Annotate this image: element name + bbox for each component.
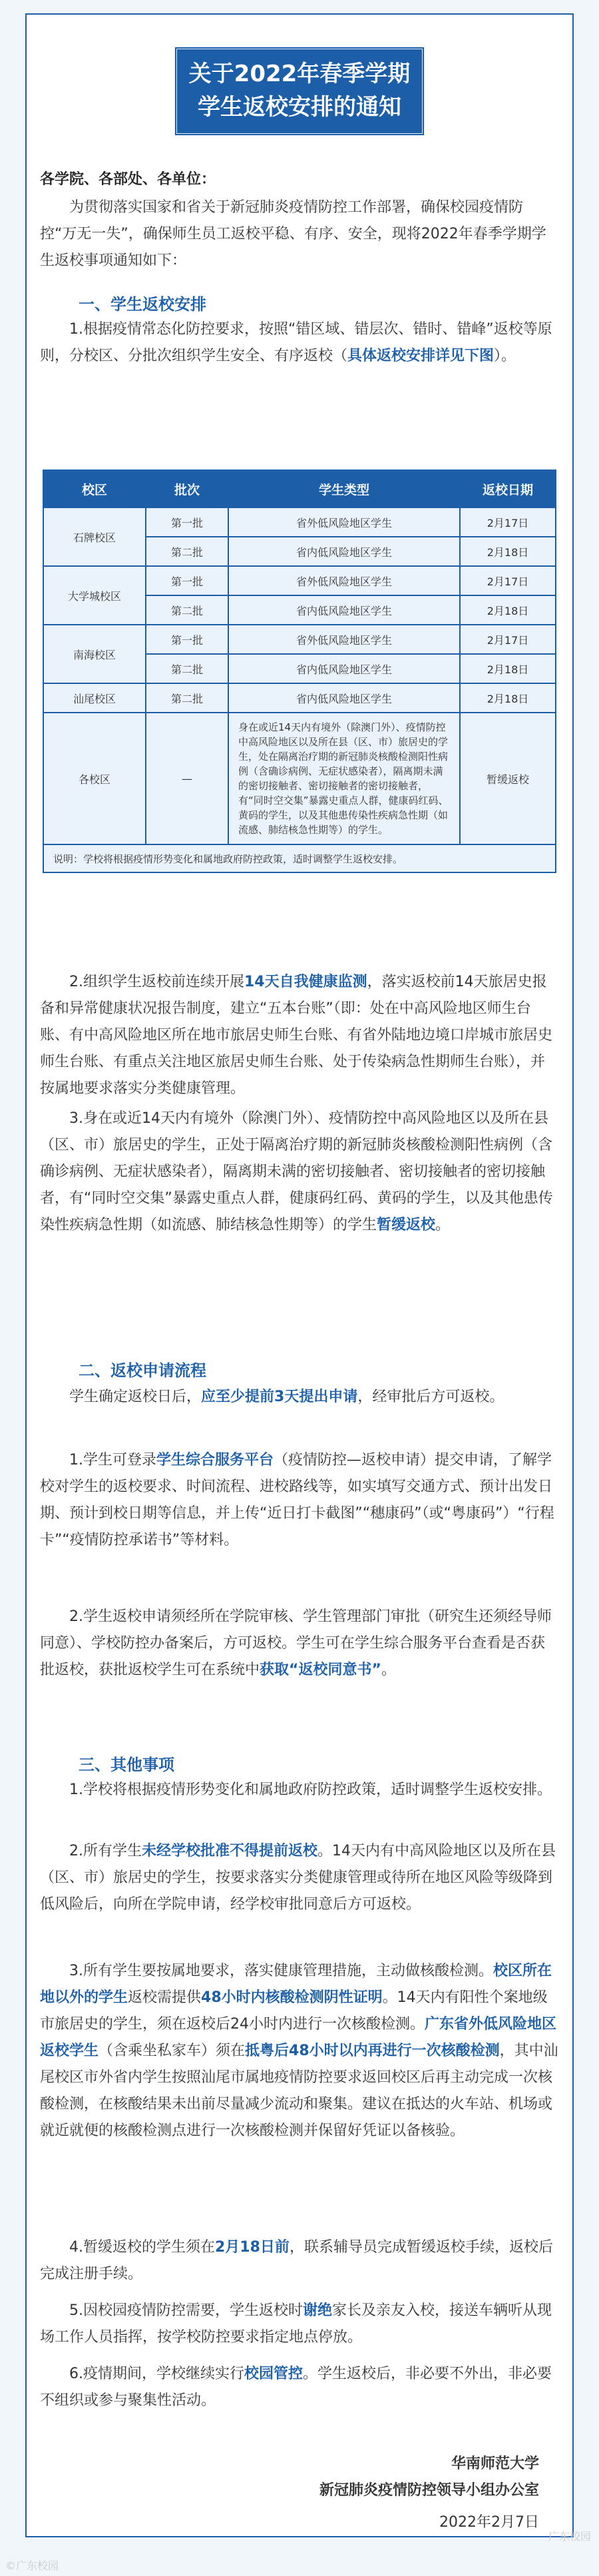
signature-block bbox=[319, 2451, 539, 2504]
signature-university: 华南师范大学 bbox=[451, 2455, 539, 2472]
table-note-row bbox=[43, 844, 556, 872]
batch-cell: 第二批 bbox=[146, 654, 228, 683]
type-cell: 省外低风险地区学生 bbox=[228, 507, 460, 537]
document-frame bbox=[25, 13, 574, 2537]
section2-paragraph-2: 2.学生返校申请须经所在学院审核、学生管理部门审批（研究生还须经导师同意）、学校防控办备案后，方可返校。学生可在学生综合服务平台查看是否获批返校，获批返校学生可在系统中获取“返校同意书”。 bbox=[40, 1608, 552, 1678]
section2-paragraph-0: 学生确定返校日后，应至少提前3天提出申请，经审批后方可返校。 bbox=[69, 1389, 504, 1405]
table-row bbox=[43, 625, 556, 654]
batch-cell: 第一批 bbox=[146, 566, 228, 595]
table-row-special bbox=[43, 713, 556, 844]
return-schedule-table bbox=[43, 470, 556, 873]
service-platform-link[interactable]: 学生综合服务平台 bbox=[156, 1452, 274, 1468]
batch-cell: 第一批 bbox=[146, 625, 228, 654]
type-cell: 省内低风险地区学生 bbox=[228, 595, 460, 625]
salutation: 各学院、各部处、各单位： bbox=[40, 171, 216, 188]
type-cell: 省外低风险地区学生 bbox=[228, 625, 460, 654]
header-campus: 校区 bbox=[43, 470, 146, 507]
date-cell: 2月17日 bbox=[460, 507, 556, 537]
schedule-link[interactable]: 具体返校安排详见下图 bbox=[347, 348, 495, 364]
section3-heading: 三、其他事项 bbox=[79, 1756, 174, 1774]
batch-cell: 第二批 bbox=[146, 595, 228, 625]
type-cell: 省内低风险地区学生 bbox=[228, 537, 460, 566]
section3-paragraph-6: 6.疫情期间，学校继续实行校园管控。学生返校后，非必要不外出，非必要不组织或参与聚集性活动。 bbox=[40, 2366, 552, 2409]
campus-cell: 各校区 bbox=[43, 713, 146, 844]
signature-office: 新冠肺炎疫情防控领导小组办公室 bbox=[319, 2482, 539, 2499]
signature-date: 2022年2月7日 bbox=[439, 2514, 539, 2531]
type-cell: 省外低风险地区学生 bbox=[228, 566, 460, 595]
type-cell: 省内低风险地区学生 bbox=[228, 683, 460, 713]
intro-paragraph: 为贯彻落实国家和省关于新冠肺炎疫情防控工作部署，确保校园疫情防控“万无一失”，确保师生员工返校平稳、有序、安全，现将2022年春季学期学生返校事项通知如下： bbox=[40, 199, 546, 269]
table-row bbox=[43, 566, 556, 595]
section3-paragraph-5: 5.因校园疫情防控需要，学生返校时谢绝家长及亲友入校，接送车辆听从现场工作人员指挥，按学校防控要求指定地点停放。 bbox=[40, 2302, 552, 2346]
table-row bbox=[43, 683, 556, 713]
section3-paragraph-1: 1.学校将根据疫情形势变化和属地政府防控政策，适时调整学生返校安排。 bbox=[69, 1781, 552, 1798]
batch-cell: 第二批 bbox=[146, 683, 228, 713]
section3-paragraph-3: 3.所有学生要按属地要求，落实健康管理措施，主动做核酸检测。校区所在地以外的学生返校需提供48小时内核酸检测阴性证明。14天内有阳性个案地级市旅居史的学生，须在返校后24小时内进行一次核酸检测。广东省外低风险地区返校学生（含乘坐私家车）须在抵粤后48小时以内再进行一次核酸检测，其中汕尾校区市外省内学生按照汕尾市属地疫情防控要求返回校区后再主动完成一次核酸检测，在核酸结果未出前尽量减少流动和聚集。建议在抵达的火车站、机场或就近就便的核酸检测点进行一次核酸检测并保留好凭证以备核验。 bbox=[40, 1963, 558, 2139]
date-cell: 2月18日 bbox=[460, 683, 556, 713]
date-cell: 2月18日 bbox=[460, 595, 556, 625]
section2-heading: 二、返校申请流程 bbox=[79, 1361, 206, 1380]
campus-cell: 大学城校区 bbox=[43, 566, 146, 625]
type-cell-detail: 身在或近14天内有境外（除澳门外）、疫情防控中高风险地区以及所在县（区、市）旅居史的学生，处在隔离治疗期的新冠肺炎核酸检测阳性病例（含确诊病例、无症状感染者），隔离期未满的密切接触者、密切接触者的密切接触者，有“同时空交集”暴露史重点人群，健康码红码、黄码的学生，以及其他患传染性疾病急性期（如流感、肺结核急性期等）的学生。 bbox=[228, 713, 460, 844]
header-type: 学生类型 bbox=[228, 470, 460, 507]
type-cell: 省内低风险地区学生 bbox=[228, 654, 460, 683]
section1-paragraph-1: 1.根据疫情常态化防控要求，按照“错区域、错层次、错时、错峰”返校等原则，分校区、分批次组织学生安全、有序返校（具体返校安排详见下图）。 bbox=[40, 321, 552, 364]
title-line-1: 关于2022年春季学期 bbox=[188, 61, 411, 87]
notice-title-box bbox=[174, 47, 425, 136]
table-note: 说明：学校将根据疫情形势变化和属地政府防控政策，适时调整学生返校安排。 bbox=[43, 844, 556, 872]
date-cell: 暂缓返校 bbox=[460, 713, 556, 844]
table-header-row bbox=[43, 470, 556, 507]
watermark-left: ©广东校园 bbox=[5, 2559, 59, 2572]
campus-cell: 南海校区 bbox=[43, 625, 146, 683]
section3-paragraph-2: 2.所有学生未经学校批准不得提前返校。14天内有中高风险地区以及所在县（区、市）旅居史的学生，按要求落实分类健康管理或待所在地区风险等级降到低风险后，向所在学院申请，经学校审批同意后方可返校。 bbox=[40, 1843, 556, 1913]
header-batch: 批次 bbox=[146, 470, 228, 507]
section1-paragraph-3: 3.身在或近14天内有境外（除澳门外）、疫情防控中高风险地区以及所在县（区、市）旅居史的学生，正处于隔离治疗期的新冠肺炎核酸检测阳性病例（含确诊病例、无症状感染者），隔离期未满的密切接触者、密切接触者的密切接触者，有“同时空交集”暴露史重点人群，健康码红码、黄码的学生，以及其他患传染性疾病急性期（如流感、肺结核急性期等）的学生暂缓返校。 bbox=[40, 1110, 553, 1233]
batch-cell: — bbox=[146, 713, 228, 844]
date-cell: 2月17日 bbox=[460, 566, 556, 595]
campus-cell: 石牌校区 bbox=[43, 507, 146, 566]
date-cell: 2月17日 bbox=[460, 625, 556, 654]
section3-paragraph-4: 4.暂缓返校的学生须在2月18日前，联系辅导员完成暂缓返校手续，返校后完成注册手续。 bbox=[40, 2239, 553, 2282]
watermark-right: 广东校园 bbox=[548, 2530, 591, 2543]
date-cell: 2月18日 bbox=[460, 654, 556, 683]
section1-paragraph-2: 2.组织学生返校前连续开展14天自我健康监测，落实返校前14天旅居史报备和异常健康状况报告制度，建立“五本台账”（即：处在中高风险地区师生台账、有中高风险地区所在地市旅居史师生台账、有省外陆地边境口岸城市旅居史师生台账、有重点关注地区旅居史师生台账、处于传染病急性期师生台账），并按属地要求落实分类健康管理。 bbox=[40, 974, 553, 1097]
campus-cell: 汕尾校区 bbox=[43, 683, 146, 713]
section2-paragraph-1: 1.学生可登录学生综合服务平台（疫情防控—返校申请）提交申请，了解学校对学生的返校要求、时间流程、进校路线等，如实填写交通方式、预计出发日期、预计到校日期等信息，并上传“近日打卡截图”“穗康码”（或“粤康码”）“行程卡”“疫情防控承诺书”等材料。 bbox=[40, 1452, 554, 1548]
table-row bbox=[43, 507, 556, 537]
date-cell: 2月18日 bbox=[460, 537, 556, 566]
section1-heading: 一、学生返校安排 bbox=[79, 295, 206, 314]
header-date: 返校日期 bbox=[460, 470, 556, 507]
title-line-2: 学生返校安排的通知 bbox=[198, 94, 401, 121]
batch-cell: 第二批 bbox=[146, 537, 228, 566]
batch-cell: 第一批 bbox=[146, 507, 228, 537]
